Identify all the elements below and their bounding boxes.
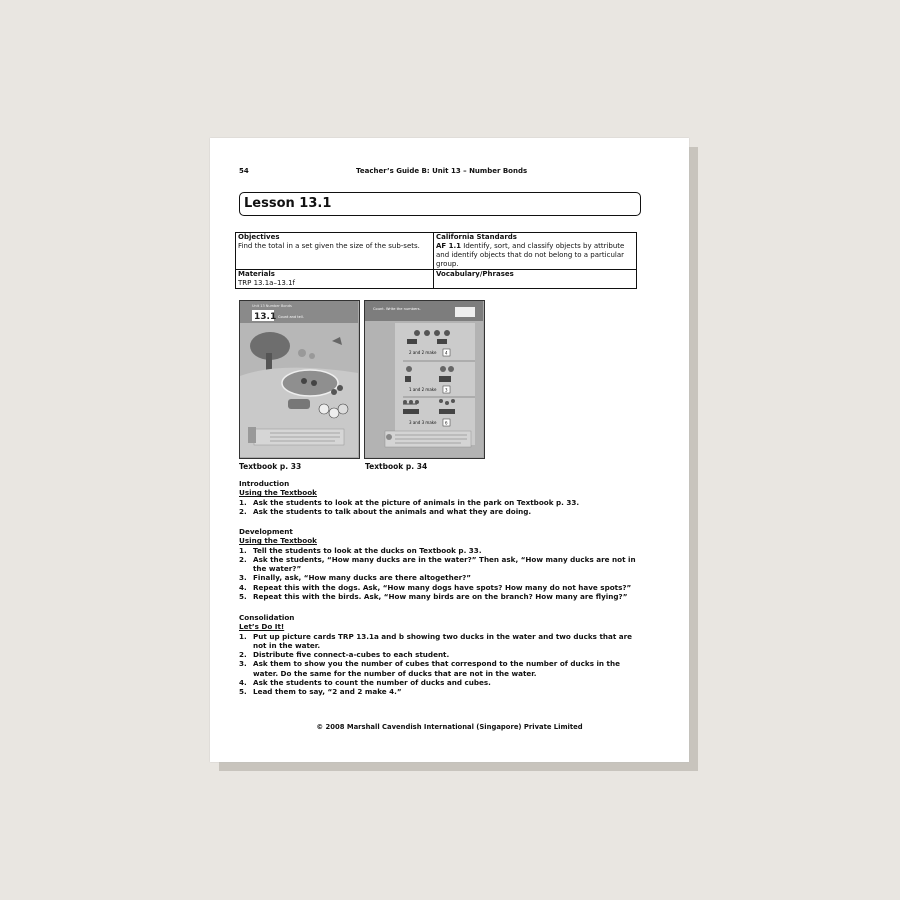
list-item-suffix: . (478, 545, 482, 555)
list-item-number: 2. (239, 506, 247, 516)
materials-text: TRP 13.1a–13.1f (238, 279, 296, 287)
list-item-text: Finally, ask, “How many ducks are there altogether?” (253, 573, 472, 583)
list-item-text: Distribute five connect-a-cubes to each student. (253, 650, 450, 660)
bird-icon (439, 399, 443, 403)
list-item (239, 583, 639, 592)
dog-icon (319, 404, 329, 414)
duck-icon (337, 385, 343, 391)
list-item-number: 5. (239, 592, 247, 602)
list-item-number: 4. (239, 582, 247, 592)
consolidation-subtitle: Let’s Do It! (239, 622, 285, 632)
introduction-list (239, 498, 639, 517)
list-item-text: Tell the students to look at the ducks on (253, 545, 420, 555)
list-item-number: 5. (239, 687, 247, 697)
bird-icon (451, 399, 455, 403)
materials-cell (236, 270, 434, 289)
list-item (239, 659, 639, 678)
lesson-title: Lesson 13.1 (239, 192, 641, 216)
duck-icon (414, 330, 420, 336)
materials-heading: Materials (238, 270, 275, 278)
dog-icon (338, 404, 348, 414)
consolidation-list (239, 632, 639, 697)
development-subtitle: Using the Textbook (239, 536, 317, 546)
duck-icon (311, 380, 317, 386)
p34-heading: Count. Write the numbers. (373, 307, 421, 311)
dog-icon (329, 408, 339, 418)
dog-icon (448, 366, 454, 372)
objectives-cell (236, 233, 434, 270)
p34-row3-text: 3 and 3 make (409, 420, 437, 425)
log (288, 399, 310, 409)
p33-subtitle: Count and tell. (278, 315, 304, 319)
duck-icon (301, 378, 307, 384)
development-title: Development (239, 527, 293, 536)
list-item-number: 1. (239, 631, 247, 641)
p34-row1-answer: 4 (445, 350, 448, 356)
lesson-info-table (235, 232, 637, 289)
list-item-number: 2. (239, 650, 247, 660)
textbook-p34-thumbnail (364, 300, 485, 459)
p33-unit-label: Unit 13 Number Bonds (252, 304, 292, 308)
p33-badge: 13.1 (254, 312, 277, 322)
list-item-text: Ask them to show you the number of cubes that correspond to the number of ducks in the water. Do the same for the number of ducks that are not in the water. (253, 659, 620, 678)
running-header: Teacher’s Guide B: Unit 13 – Number Bonds (356, 167, 528, 175)
document-page (210, 138, 689, 762)
p34-row2-answer: 3 (445, 387, 448, 393)
list-item-text: Repeat this with the dogs. Ask, “How many dogs have spots? How many do not have spots?” (253, 582, 632, 592)
standards-text: Identify, sort, and classify objects by attribute and identify objects that do not belong to a particular group. (436, 242, 625, 268)
textbook-reference: Textbook p. 33 (516, 497, 577, 507)
textbook-p33-caption: Textbook p. 33 (239, 462, 302, 471)
mascot-icon (386, 434, 392, 440)
list-item (239, 555, 639, 574)
list-item-text: Repeat this with the birds. Ask, “How many birds are on the branch? How many are flying?” (253, 592, 628, 602)
bird-icon (415, 400, 419, 404)
textbook-p33-thumbnail (239, 300, 360, 459)
list-item (239, 546, 639, 555)
list-item (239, 592, 639, 601)
duck-icon (424, 330, 430, 336)
p34-row2-text: 1 and 2 make (409, 387, 437, 392)
list-item-text: Lead them to say, “2 and 2 make 4.” (253, 687, 402, 697)
list-item-text: Ask the students to look at the picture of animals in the park on (253, 497, 517, 507)
objectives-heading: Objectives (238, 233, 280, 241)
development-section (239, 527, 639, 601)
list-item-text: Put up picture cards TRP 13.1a and b showing two ducks in the water and two ducks that are not in the water. (253, 631, 633, 650)
standards-cell (434, 233, 637, 270)
list-item-number: 2. (239, 554, 247, 564)
consolidation-title: Consolidation (239, 613, 295, 622)
duck-icon (331, 389, 337, 395)
book-icon (248, 427, 256, 443)
copyright-footer: © 2008 Marshall Cavendish International (Singapore) Private Limited (316, 723, 583, 731)
list-item-text: Ask the students to count the number of ducks and cubes. (253, 678, 491, 688)
list-item (239, 687, 639, 696)
list-item (239, 632, 639, 651)
duck-icon (444, 330, 450, 336)
bird-icon (409, 400, 413, 404)
list-item (239, 573, 639, 582)
p34-row3-answer: 6 (445, 420, 448, 426)
bird-icon (445, 401, 449, 405)
standards-code: AF 1.1 (436, 242, 462, 250)
list-item-number: 1. (239, 497, 247, 507)
dog-icon (440, 366, 446, 372)
introduction-section (239, 479, 639, 516)
duck-icon (434, 330, 440, 336)
pond (282, 370, 338, 396)
list-item (239, 498, 639, 507)
page-number: 54 (239, 167, 249, 175)
list-item-number: 3. (239, 659, 247, 669)
bird-icon (403, 400, 407, 404)
list-item-number: 3. (239, 573, 247, 583)
list-item-text: Ask the students to talk about the animals and what they are doing. (253, 506, 532, 516)
list-item (239, 678, 639, 687)
textbook-p34-caption: Textbook p. 34 (365, 462, 428, 471)
list-item-number: 4. (239, 678, 247, 688)
bird-icon (309, 353, 315, 359)
list-item-number: 1. (239, 545, 247, 555)
vocabulary-cell (434, 270, 637, 289)
introduction-title: Introduction (239, 479, 290, 488)
development-list (239, 546, 639, 602)
list-item (239, 507, 639, 516)
dog-icon (406, 366, 412, 372)
introduction-subtitle: Using the Textbook (239, 488, 317, 498)
objectives-text: Find the total in a set given the size of the sub-sets. (238, 242, 420, 250)
list-item-text: Ask the students, “How many ducks are in the water?” Then ask, “How many ducks are not in the water?” (253, 554, 636, 574)
bird-icon (298, 349, 306, 357)
p34-row1-text: 2 and 2 make (409, 350, 437, 355)
list-item (239, 650, 639, 659)
standards-heading: California Standards (436, 233, 517, 241)
consolidation-section (239, 613, 639, 697)
vocabulary-heading: Vocabulary/Phrases (436, 270, 514, 278)
textbook-reference: Textbook p. 33 (419, 545, 479, 555)
list-item-suffix: . (576, 497, 580, 507)
